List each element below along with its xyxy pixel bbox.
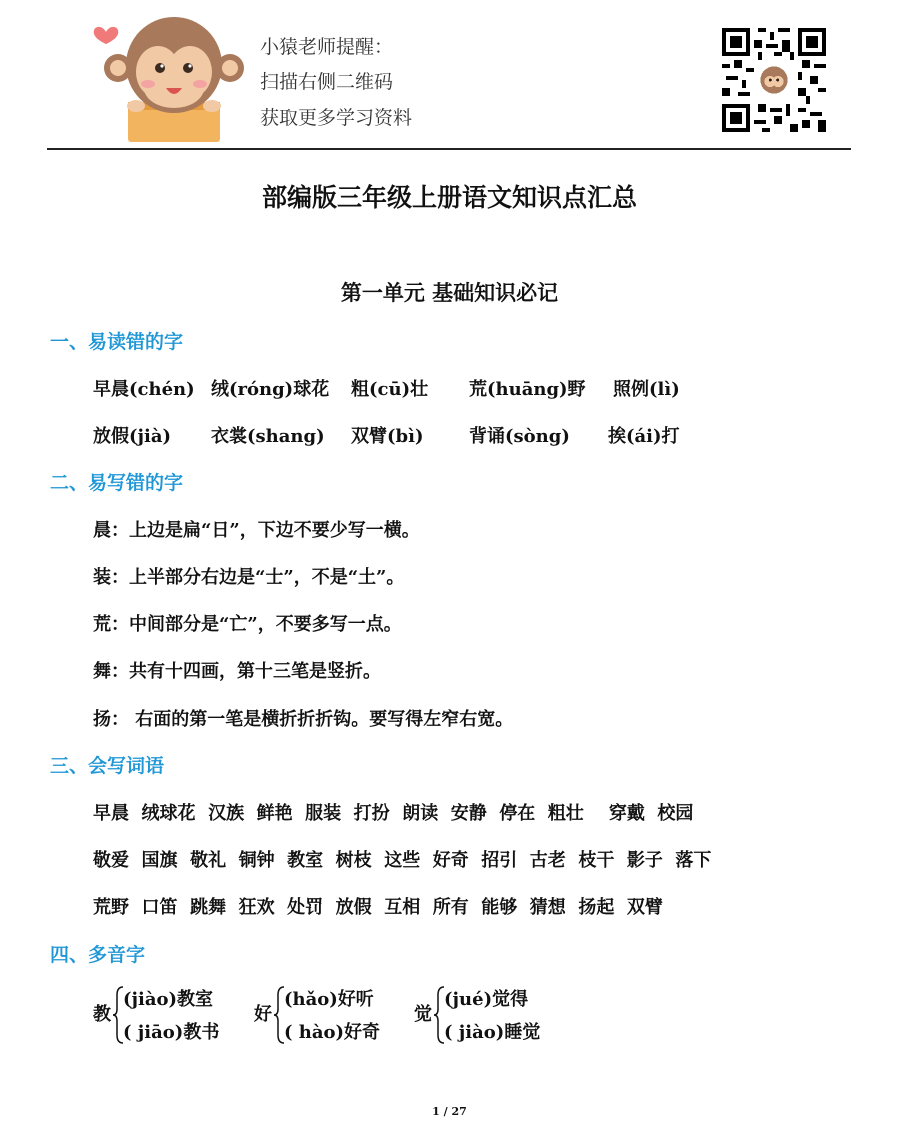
unit-title: 第一单元 基础知识必记: [340, 281, 559, 305]
miswritten-note: 装：上半部分右边是“士”，不是“土”。: [93, 567, 405, 588]
polyphonic-char: 教: [93, 1004, 111, 1025]
word-list-row: 敬爱 国旗 敬礼 铜钟 教室 树枝 这些 好奇 招引 古老 枝干 影子 落下: [93, 850, 712, 871]
polyphonic-char: 觉: [414, 1004, 432, 1025]
qr-code-icon[interactable]: [722, 28, 826, 132]
tip-title: 小猿老师提醒：: [260, 36, 394, 58]
word-list-row: 荒野 口笛 跳舞 狂欢 处罚 放假 互相 所有 能够 猜想 扬起 双臂: [93, 897, 663, 918]
misread-word: 衣裳(shang): [211, 426, 325, 447]
reading-1: (jiào)教室: [123, 989, 214, 1010]
reading-1: (hǎo)好听: [284, 989, 374, 1010]
misread-word: 早晨(chén): [93, 379, 195, 400]
section-heading-writing-words: 三、会写词语: [50, 755, 165, 777]
page-number: 1 / 27: [432, 1105, 467, 1118]
miswritten-note: 舞：共有十四画，第十三笔是竖折。: [93, 661, 381, 682]
header-divider: [47, 148, 851, 150]
monkey-mascot-illustration: [84, 10, 254, 144]
miswritten-note: 扬： 右面的第一笔是横折折折钩。要写得左窄右宽。: [93, 709, 514, 730]
miswritten-note: 晨：上边是扁“日”，下边不要少写一横。: [93, 520, 420, 541]
section-heading-misread-chars: 一、易读错的字: [50, 331, 184, 353]
misread-word: 粗(cū)壮: [351, 379, 429, 400]
polyphonic-char: 好: [254, 1004, 272, 1025]
misread-word: 背诵(sòng): [469, 426, 570, 447]
reading-2: ( jiào)睡觉: [444, 1022, 541, 1043]
misread-word: 放假(jià): [93, 426, 172, 447]
misread-word: 荒(huāng)野: [469, 379, 586, 400]
misread-word: 挨(ái)打: [608, 426, 680, 447]
misread-word: 绒(róng)球花: [211, 379, 330, 400]
tip-line-get-materials: 获取更多学习资料: [260, 107, 413, 129]
tip-line-scan-qr: 扫描右侧二维码: [260, 71, 394, 93]
reading-1: (jué)觉得: [444, 989, 529, 1010]
reading-2: ( hào)好奇: [284, 1022, 381, 1043]
reading-2: ( jiāo)教书: [123, 1022, 220, 1043]
misread-word: 双臂(bì): [351, 426, 424, 447]
miswritten-note: 荒：中间部分是“亡”，不要多写一点。: [93, 614, 402, 635]
section-heading-polyphonic: 四、多音字: [50, 944, 146, 966]
section-heading-miswritten-chars: 二、易写错的字: [50, 472, 184, 494]
misread-word: 照例(lì): [613, 379, 680, 400]
word-list-row: 早晨 绒球花 汉族 鲜艳 服装 打扮 朗读 安静 停在 粗壮 穿戴 校园: [93, 803, 694, 824]
document-title: 部编版三年级上册语文知识点汇总: [261, 183, 637, 212]
